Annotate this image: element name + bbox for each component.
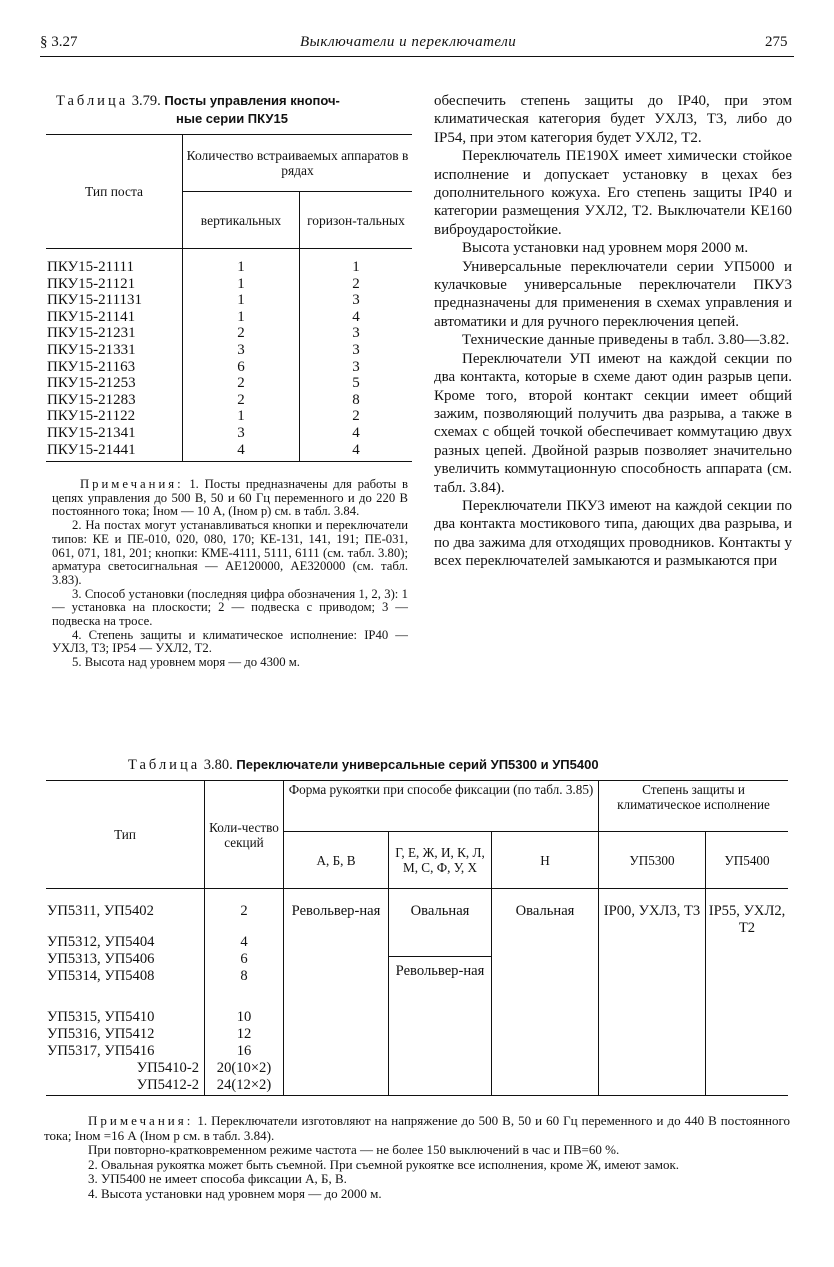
horizontal-count-cell: 1 [300, 249, 413, 276]
post-type-cell: ПКУ15-21341 [47, 424, 136, 441]
sections-cell [205, 889, 284, 1096]
sections-entry: 10 [236, 1009, 252, 1025]
note-1: 1. Посты предназначены для работы в цепях управления до 500 В, 50 и 60 Гц переменного и до 220 В постоянного тока; Iном — 10 А, (Iном р) см. в табл. 3.84. [52, 477, 408, 519]
post-type-cell: ПКУ15-21231 [47, 325, 136, 342]
horizontal-count-cell: 3 [300, 359, 413, 376]
horizontal-count-cell: 4 [300, 425, 413, 442]
vertical-count-cell: 4 [183, 442, 300, 462]
post-type-cell: ПКУ15-21253 [47, 375, 136, 392]
col-type-header: Тип [46, 781, 205, 889]
sections-entry: 16 [236, 1043, 252, 1059]
table-row [46, 408, 412, 425]
vertical-count-cell: 1 [183, 408, 300, 425]
note-4: 4. Степень защиты и климатическое исполнение: IP40 — УХЛ3, Т3; IP54 — УХЛ2, Т2. [52, 627, 408, 656]
horizontal-count-cell: 3 [300, 325, 413, 342]
table-row [46, 342, 412, 359]
type-entry: УП5316, УП5412 [47, 1026, 155, 1042]
notes-label: Примечания: [80, 477, 184, 491]
caption-number: 3.80. [203, 757, 233, 773]
caption-title: Посты управления кнопоч- [164, 93, 340, 108]
post-type-cell: ПКУ15-21441 [46, 442, 183, 462]
post-type-cell: ПКУ15-21121 [47, 275, 136, 292]
paragraph: Высота установки над уровнем моря 2000 м. [462, 240, 749, 257]
col-sections-header: Коли-чество секций [205, 781, 284, 889]
post-type-cell: ПКУ15-21111 [47, 259, 134, 275]
caption-title-cont: ные серии ПКУ15 [176, 111, 288, 126]
notes-label: Примечания: [88, 1113, 194, 1128]
type-entry: УП5312, УП5404 [47, 934, 155, 950]
note-3: 3. Способ установки (последняя цифра обозначения 1, 2, 3): 1 — установка на плоскости; 2 — подвеска с приводом; 3 — подвеска на тросе. [52, 586, 408, 629]
paragraph: Универсальные переключатели серии УП5000 и кулачковые универсальные переключатели ПКУ3 предназначены для применения в схемах управления и автоматики и для ручного переключения цепей. [434, 258, 792, 330]
type-entry: УП5313, УП5406 [47, 951, 155, 967]
up5300-cell: IP00, УХЛ3, Т3 [599, 889, 706, 1096]
vertical-count-cell: 2 [183, 325, 300, 342]
paragraph: обеспечить степень защиты до IP40, при этом климатическая категория будет УХЛ3, Т3, либо до IP54, при этом категория будет УХЛ2, Т2. [434, 93, 792, 146]
note-2: 2. Овальная рукоятка может быть съемной. При съемной рукоятке все исполнения, кроме Ж, имеют замок. [88, 1156, 680, 1172]
post-type-cell: ПКУ15-21122 [47, 408, 136, 425]
vertical-count-cell: 1 [183, 276, 300, 293]
post-type-cell: ПКУ15-211131 [47, 292, 143, 309]
col-up5400-header: УП5400 [706, 832, 789, 889]
horizontal-count-cell: 4 [300, 442, 413, 462]
post-type-cell: ПКУ15-21331 [47, 341, 136, 358]
table-row [46, 425, 412, 442]
type-entry: УП5317, УП5416 [47, 1043, 155, 1059]
table-3-79-notes [52, 478, 408, 670]
sections-entry: 12 [236, 1026, 252, 1042]
caption-prefix: Таблица [56, 93, 129, 109]
horizontal-count-cell: 3 [300, 342, 413, 359]
paragraph: Переключатели УП имеют на каждой секции по два контакта, которые в схеме дают один разрыв цепи. Кроме того, второй контакт секции имеет общий зажим, позволяющий получить два разрыва, а также в схемах с общей точкой обеспечивает коммутацию двух разных цепей. Двойной разрыв позволяет значительно увеличить коммутационную способность аппарата (см. табл. 3.84). [434, 350, 792, 496]
note-4: 4. Высота установки над уровнем моря — до 2000 м. [88, 1185, 382, 1201]
vertical-count-cell: 6 [183, 359, 300, 376]
caption-title: Переключатели универсальные серий УП5300 и УП5400 [236, 757, 599, 772]
table-row [46, 359, 412, 376]
table-3-80-caption [128, 756, 599, 774]
post-type-cell: ПКУ15-21283 [47, 391, 136, 408]
table-row [46, 292, 412, 309]
paragraph: Переключатели ПКУ3 имеют на каждой секции по два контакта мостикового типа, дающих два разрыва, и по два зажима для отходящих проводников. Контакты у всех переключателей замыкаются и размыкаются при [434, 497, 792, 570]
note-3: 3. УП5400 не имеет способа фиксации А, Б, В. [88, 1171, 347, 1186]
vertical-count-cell: 3 [183, 425, 300, 442]
table-3-80-notes [44, 1114, 790, 1201]
col-hor-header: горизон-тальных [300, 192, 413, 249]
caption-prefix: Таблица [128, 757, 201, 773]
caption-number: 3.79. [131, 93, 161, 109]
type-entry: УП5412-2 [136, 1077, 199, 1093]
section-number: § 3.27 [40, 34, 78, 50]
table-3-79-caption [56, 92, 408, 128]
table-3-80 [46, 780, 788, 1096]
horizontal-count-cell: 2 [300, 408, 413, 425]
note-2: 2. На постах могут устанавливаться кнопки и переключатели типов: КЕ и ПЕ-010, 020, 080, 170; КЕ-131, 141, 191; ПЕ-031, 061, 071, 181, 201; кнопки: КМЕ-4111, 5111, 6111 (см. табл. 3.80); арматура светосигнальная — АЕ120000, АЕ320000 (см. табл. 3.83). [52, 518, 408, 587]
note-1b: При повторно-кратковременном режиме частота — не более 150 выключений в час и ПВ=60 %. [88, 1142, 620, 1157]
up5400-cell: IP55, УХЛ2, Т2 [706, 889, 789, 1096]
type-entry: УП5314, УП5408 [47, 968, 155, 984]
vertical-count-cell: 1 [183, 309, 300, 326]
col-vert-header: вертикальных [183, 192, 300, 249]
vertical-count-cell: 1 [183, 249, 300, 276]
table-row [46, 325, 412, 342]
col-fix3-header: Н [492, 832, 599, 889]
vertical-count-cell: 2 [183, 392, 300, 409]
vertical-count-cell: 1 [183, 292, 300, 309]
col-fix1-header: А, Б, В [284, 832, 389, 889]
horizontal-count-cell: 4 [300, 309, 413, 326]
horizontal-count-cell: 2 [300, 276, 413, 293]
sections-entry: 4 [240, 934, 248, 950]
type-cell [46, 889, 205, 1096]
col-prot-header: Степень защиты и климатическое исполнение [599, 781, 789, 832]
header-rule [40, 56, 794, 57]
running-title: Выключатели и переключатели [300, 34, 517, 50]
vertical-count-cell: 2 [183, 375, 300, 392]
fix2-oval: Овальная [389, 889, 491, 957]
type-entry: УП5315, УП5410 [47, 1009, 155, 1025]
fix2-revolver: Револьвер-ная [395, 963, 485, 979]
table-row [46, 442, 412, 462]
sections-entry: 8 [240, 968, 248, 984]
type-entry: УП5410-2 [136, 1060, 199, 1076]
table-row [46, 276, 412, 293]
note-1: 1. Переключатели изготовляют на напряжение до 500 В, 50 и 60 Гц переменного и до 440 В постоянного тока; Iном =16 А (Iном р см. в табл. 3.84). [44, 1113, 791, 1143]
col-count-header: Количество встраиваемых аппаратов в рядах [183, 135, 413, 192]
col-form-header: Форма рукоятки при способе фиксации (по табл. 3.85) [284, 781, 599, 832]
sections-entry: 2 [240, 903, 248, 919]
fix1-cell: Револьвер-ная [284, 889, 389, 1096]
type-entry: УП5311, УП5402 [47, 903, 154, 919]
horizontal-count-cell: 8 [300, 392, 413, 409]
post-type-cell: ПКУ15-21163 [47, 358, 136, 375]
col-type-header: Тип поста [46, 135, 183, 249]
col-up5300-header: УП5300 [599, 832, 706, 889]
table-3-79 [46, 134, 412, 462]
horizontal-count-cell: 3 [300, 292, 413, 309]
fix3-cell: Овальная [492, 889, 599, 1096]
sections-entry: 6 [240, 951, 248, 967]
col-fix2-header: Г, Е, Ж, И, К, Л, М, С, Ф, У, Х [389, 832, 492, 889]
note-5: 5. Высота над уровнем моря — до 4300 м. [72, 655, 300, 670]
table-row [46, 375, 412, 392]
horizontal-count-cell: 5 [300, 375, 413, 392]
post-type-cell: ПКУ15-21141 [47, 308, 136, 325]
right-column-text [434, 92, 792, 571]
sections-entry: 24(12×2) [216, 1077, 272, 1093]
table-row [46, 309, 412, 326]
table-row [46, 392, 412, 409]
vertical-count-cell: 3 [183, 342, 300, 359]
sections-entry: 20(10×2) [216, 1060, 272, 1076]
page-number: 275 [765, 34, 788, 50]
paragraph: Технические данные приведены в табл. 3.80—3.82. [462, 332, 790, 349]
paragraph: Переключатель ПЕ190Х имеет химически стойкое исполнение и допускает установку в цехах без дополнительного кожуха. Его степень защиты IP40 и категории размещения УХЛ2, Т2. Выключатели КЕ160 виброударостойкие. [434, 148, 792, 238]
table-row [46, 249, 412, 276]
fix2-cell [389, 889, 492, 1096]
